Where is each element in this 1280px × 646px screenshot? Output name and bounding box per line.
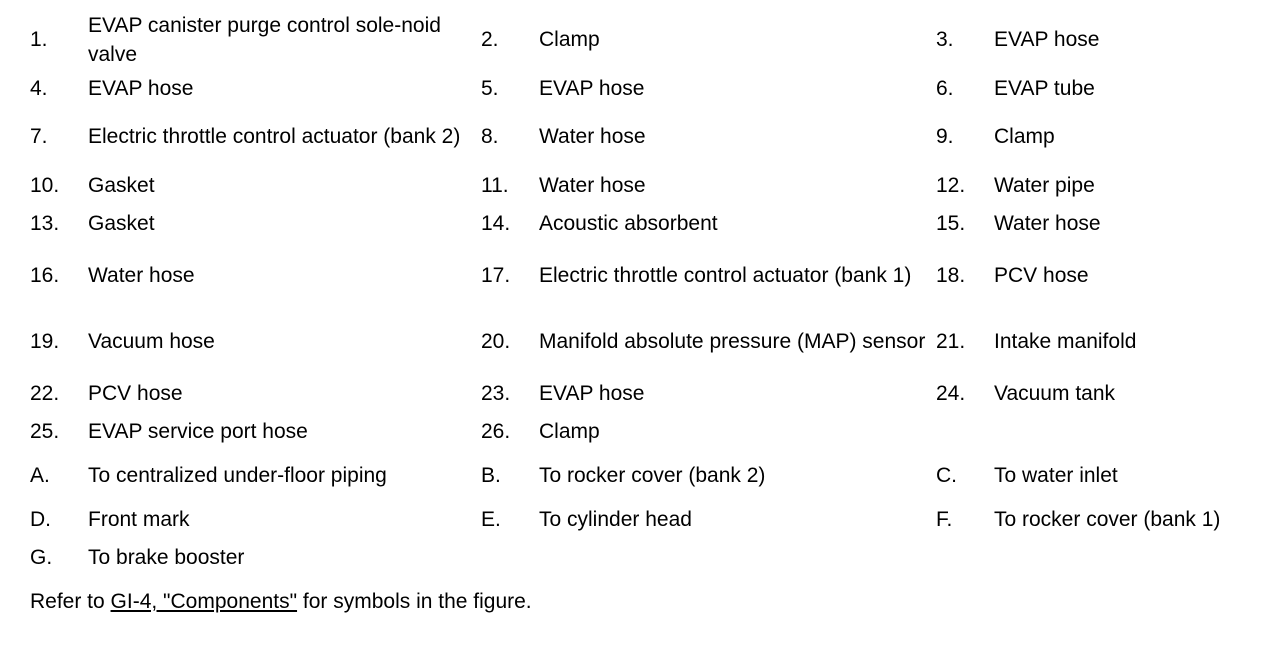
item-label: To rocker cover (bank 1)	[994, 507, 1221, 531]
item-number: 22.	[30, 381, 60, 405]
item-number: 12.	[936, 173, 966, 197]
item-label: Electric throttle control actuator (bank 1)	[539, 263, 912, 287]
item-label: Water hose	[994, 211, 1101, 235]
item-label: PCV hose	[994, 263, 1089, 287]
item-label: Vacuum tank	[994, 381, 1116, 405]
item-number: 1.	[30, 28, 48, 51]
item-letter: B.	[481, 463, 501, 487]
item-number: 4.	[30, 76, 48, 100]
legend-row	[30, 10, 1254, 69]
item-number: 5.	[481, 76, 499, 100]
item-letter: F.	[936, 507, 953, 531]
item-number: 18.	[936, 263, 966, 287]
item-number: 23.	[481, 381, 511, 405]
item-number: 19.	[30, 329, 60, 353]
item-number: 16.	[30, 263, 60, 287]
item-label: Water pipe	[994, 173, 1095, 197]
components-link[interactable]: GI-4, "Components"	[110, 590, 298, 613]
item-label: Clamp	[994, 125, 1055, 148]
item-label: EVAP canister purge control sole-noid valve	[88, 13, 441, 66]
reference-note	[30, 587, 532, 616]
legend-row	[30, 204, 1254, 242]
item-number: 3.	[936, 28, 954, 51]
legend-row	[30, 412, 1254, 450]
item-number: 8.	[481, 125, 499, 148]
item-number: 21.	[936, 329, 966, 353]
parts-legend-table	[30, 10, 1254, 576]
reference-suffix: for symbols in the figure.	[297, 590, 532, 613]
reference-prefix: Refer to	[30, 590, 111, 613]
item-label: Front mark	[88, 507, 190, 531]
item-number: 14.	[481, 211, 511, 235]
item-label: EVAP hose	[539, 381, 645, 405]
item-number: 17.	[481, 263, 511, 287]
item-label: To brake booster	[88, 545, 245, 569]
item-label: Water hose	[539, 125, 646, 148]
item-label: Gasket	[88, 173, 155, 197]
legend-row	[30, 538, 1254, 576]
item-label: Manifold absolute pressure (MAP) sensor	[539, 329, 926, 353]
item-number: 15.	[936, 211, 966, 235]
item-label: EVAP tube	[994, 76, 1095, 100]
item-label: Water hose	[539, 173, 646, 197]
item-number: 6.	[936, 76, 954, 100]
item-number: 20.	[481, 329, 511, 353]
item-label: Intake manifold	[994, 329, 1137, 353]
item-label: EVAP hose	[994, 28, 1100, 51]
item-label: EVAP service port hose	[88, 419, 308, 443]
item-number: 13.	[30, 211, 60, 235]
item-number: 26.	[481, 419, 511, 443]
item-label: Acoustic absorbent	[539, 211, 718, 235]
legend-row	[30, 242, 1254, 308]
legend-row	[30, 166, 1254, 204]
legend-row	[30, 500, 1254, 538]
legend-row	[30, 308, 1254, 374]
item-label: Water hose	[88, 263, 195, 287]
item-number: 2.	[481, 28, 499, 51]
item-number: 11.	[481, 173, 509, 197]
item-letter: A.	[30, 463, 50, 487]
item-label: To rocker cover (bank 2)	[539, 463, 766, 487]
legend-row	[30, 107, 1254, 166]
item-number: 24.	[936, 381, 966, 405]
item-label: Clamp	[539, 28, 600, 51]
item-label: EVAP hose	[88, 76, 194, 100]
item-letter: G.	[30, 545, 53, 569]
item-letter: C.	[936, 463, 957, 487]
item-label: To cylinder head	[539, 507, 692, 531]
item-label: To water inlet	[994, 463, 1118, 487]
item-letter: E.	[481, 507, 501, 531]
legend-row	[30, 69, 1254, 107]
item-label: PCV hose	[88, 381, 183, 405]
item-label: To centralized under-floor piping	[88, 463, 387, 487]
item-label: Clamp	[539, 419, 600, 443]
item-letter: D.	[30, 507, 51, 531]
item-label: Electric throttle control actuator (bank 2)	[88, 125, 461, 148]
legend-row	[30, 374, 1254, 412]
legend-row	[30, 450, 1254, 500]
item-number: 10.	[30, 173, 60, 197]
item-number: 7.	[30, 125, 48, 148]
item-number: 25.	[30, 419, 60, 443]
item-label: Vacuum hose	[88, 329, 215, 353]
item-label: Gasket	[88, 211, 155, 235]
item-number: 9.	[936, 125, 954, 148]
item-label: EVAP hose	[539, 76, 645, 100]
